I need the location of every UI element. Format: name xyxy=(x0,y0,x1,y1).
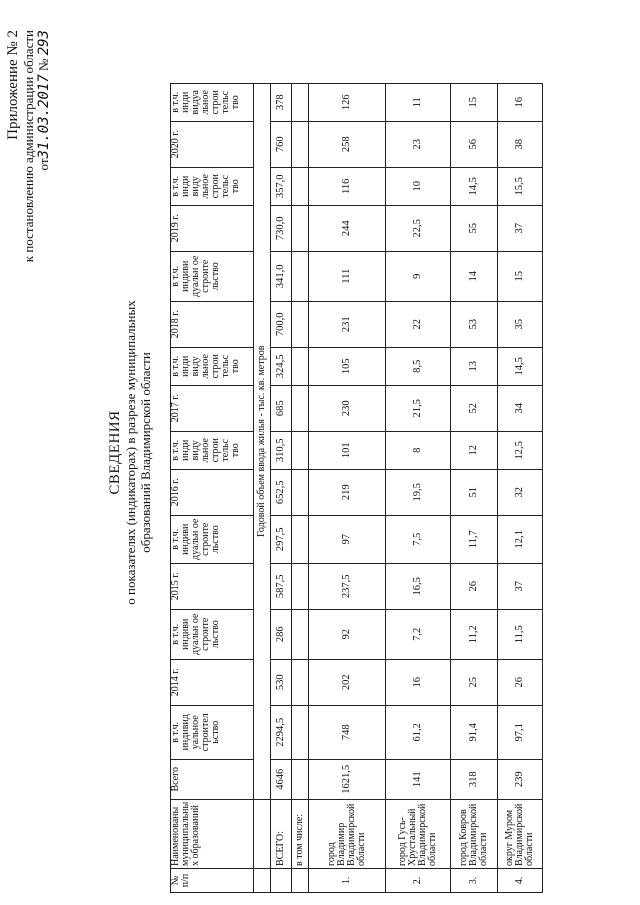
header-2014: 2014 г. xyxy=(171,659,254,705)
table-cell: 38 xyxy=(498,121,543,167)
table-cell: 22 xyxy=(386,301,451,347)
row-number: 2. xyxy=(386,869,451,893)
document-title: СВЕДЕНИЯ xyxy=(107,410,123,495)
table-row xyxy=(498,83,543,892)
table-row xyxy=(451,83,498,892)
header-incl-2019: в т.ч. инди виду льное строи тельс тво xyxy=(171,167,254,205)
header-2015: 2015 г. xyxy=(171,563,254,609)
appendix-number: 293 xyxy=(36,30,52,56)
municipality-name: город Ковров Владимирской области xyxy=(451,799,498,868)
table-cell: 26 xyxy=(498,659,543,705)
table-cell: 25 xyxy=(451,659,498,705)
table-cell: 105 xyxy=(309,347,386,385)
table-cell: 22,5 xyxy=(386,205,451,251)
table-cell: 15 xyxy=(451,83,498,121)
table-cell: 15,5 xyxy=(498,167,543,205)
table-cell: 341,0 xyxy=(271,251,292,301)
header-name: Наименованы муниципальны х образований xyxy=(171,799,254,868)
table-cell: 8,5 xyxy=(386,347,451,385)
appendix-title: Приложение № 2 xyxy=(5,30,21,140)
table-cell: 4646 xyxy=(271,759,292,799)
header-incl-2016: в т.ч. инди виду льное строи тельс тво xyxy=(171,431,254,469)
table-cell: 357,0 xyxy=(271,167,292,205)
header-incl-2017: в т.ч. инди виду льное строи тельс тво xyxy=(171,347,254,385)
appendix-date: 31.03.2017 xyxy=(36,74,52,159)
table-cell: 11,7 xyxy=(451,515,498,563)
table-cell: 9 xyxy=(386,251,451,301)
table-cell: 244 xyxy=(309,205,386,251)
table-header-row xyxy=(171,83,254,892)
table-cell: 12 xyxy=(451,431,498,469)
header-incl-first: в т.ч. индивид уальное строител ьство xyxy=(171,705,254,759)
header-total: Всего xyxy=(171,759,254,799)
table-cell: 587,5 xyxy=(271,563,292,609)
table-cell: 730,0 xyxy=(271,205,292,251)
header-2020: 2020 г. xyxy=(171,121,254,167)
municipality-name: округ Муром Владимирской области xyxy=(498,799,543,868)
municipality-name: город Гусь-Хрустальный Владимирской области xyxy=(386,799,451,868)
table-cell: 53 xyxy=(451,301,498,347)
table-cell: 12,5 xyxy=(498,431,543,469)
table-cell: 11 xyxy=(386,83,451,121)
document-subtitle-2: образований Владимирской области xyxy=(138,352,153,553)
table-cell: 7,2 xyxy=(386,609,451,659)
table-cell: 700,0 xyxy=(271,301,292,347)
header-incl-2020: в т.ч. инди видуа льное строи тельс тво xyxy=(171,83,254,121)
table-row xyxy=(386,83,451,892)
table-cell: 35 xyxy=(498,301,543,347)
table-cell: 230 xyxy=(309,385,386,431)
table-cell: 15 xyxy=(498,251,543,301)
appendix-subtitle: к постановлению администрации области xyxy=(21,30,36,263)
table-cell: 101 xyxy=(309,431,386,469)
table-cell: 14,5 xyxy=(451,167,498,205)
document-subtitle-1: о показателях (индикаторах) в разрезе муниципальных xyxy=(123,300,138,605)
table-cell: 1621,5 xyxy=(309,759,386,799)
header-num: № п/п xyxy=(171,869,254,893)
table-cell: 760 xyxy=(271,121,292,167)
including-row xyxy=(292,83,309,892)
row-number: 3. xyxy=(451,869,498,893)
total-row xyxy=(271,83,292,892)
table-cell: 51 xyxy=(451,469,498,515)
appendix-date-line: от31.03.2017 № 293 xyxy=(36,30,52,171)
row-number: 1. xyxy=(309,869,386,893)
table-cell: 111 xyxy=(309,251,386,301)
table-cell: 19,5 xyxy=(386,469,451,515)
table-cell: 10 xyxy=(386,167,451,205)
table-cell: 685 xyxy=(271,385,292,431)
table-cell: 23 xyxy=(386,121,451,167)
total-label: ВСЕГО: xyxy=(271,799,292,868)
table-cell: 141 xyxy=(386,759,451,799)
header-2016: 2016 г. xyxy=(171,469,254,515)
table-cell: 12,1 xyxy=(498,515,543,563)
including-label: в том числе: xyxy=(292,799,309,868)
table-cell: 310,5 xyxy=(271,431,292,469)
table-cell: 11,2 xyxy=(451,609,498,659)
table-cell: 32 xyxy=(498,469,543,515)
table-cell: 297,5 xyxy=(271,515,292,563)
table-cell: 7,5 xyxy=(386,515,451,563)
table-cell: 92 xyxy=(309,609,386,659)
indicators-table xyxy=(170,83,543,893)
header-2017: 2017 г. xyxy=(171,385,254,431)
table-cell: 52 xyxy=(451,385,498,431)
table-cell: 116 xyxy=(309,167,386,205)
table-cell: 219 xyxy=(309,469,386,515)
table-cell: 16 xyxy=(386,659,451,705)
municipality-name: город Владимир Владимирской области xyxy=(309,799,386,868)
table-cell: 237,5 xyxy=(309,563,386,609)
table-cell: 231 xyxy=(309,301,386,347)
section-label: Годовой объем ввода жилья - тыс. кв. метров xyxy=(254,83,271,799)
table-cell: 21,5 xyxy=(386,385,451,431)
table-cell: 378 xyxy=(271,83,292,121)
table-cell: 318 xyxy=(451,759,498,799)
table-cell: 61,2 xyxy=(386,705,451,759)
table-cell: 652,5 xyxy=(271,469,292,515)
table-cell: 258 xyxy=(309,121,386,167)
table-row xyxy=(309,83,386,892)
table-cell: 37 xyxy=(498,563,543,609)
table-cell: 37 xyxy=(498,205,543,251)
table-cell: 239 xyxy=(498,759,543,799)
table-cell: 16,5 xyxy=(386,563,451,609)
table-cell: 530 xyxy=(271,659,292,705)
table-cell: 14 xyxy=(451,251,498,301)
header-2018: 2018 г. xyxy=(171,301,254,347)
section-row xyxy=(254,83,271,892)
table-cell: 14,5 xyxy=(498,347,543,385)
document-heading xyxy=(108,0,153,905)
header-2019: 2019 г. xyxy=(171,205,254,251)
table-cell: 97,1 xyxy=(498,705,543,759)
table-cell: 56 xyxy=(451,121,498,167)
table-cell: 13 xyxy=(451,347,498,385)
table-cell: 34 xyxy=(498,385,543,431)
table-cell: 97 xyxy=(309,515,386,563)
table-cell: 16 xyxy=(498,83,543,121)
table-cell: 8 xyxy=(386,431,451,469)
table-cell: 26 xyxy=(451,563,498,609)
table-cell: 2294,5 xyxy=(271,705,292,759)
appendix-header xyxy=(6,30,52,262)
table-cell: 91,4 xyxy=(451,705,498,759)
table-cell: 55 xyxy=(451,205,498,251)
header-incl-2015: в т.ч. индиви дуальн ое строите льство xyxy=(171,515,254,563)
table-cell: 126 xyxy=(309,83,386,121)
table-cell: 286 xyxy=(271,609,292,659)
table-cell: 324,5 xyxy=(271,347,292,385)
header-incl-2018: в т.ч. индиви дуальн ое строите льство xyxy=(171,251,254,301)
table-cell: 748 xyxy=(309,705,386,759)
header-incl-2014: в т.ч. индиви дуальн ое строите льство xyxy=(171,609,254,659)
row-number: 4. xyxy=(498,869,543,893)
table-cell: 11,5 xyxy=(498,609,543,659)
table-cell: 202 xyxy=(309,659,386,705)
